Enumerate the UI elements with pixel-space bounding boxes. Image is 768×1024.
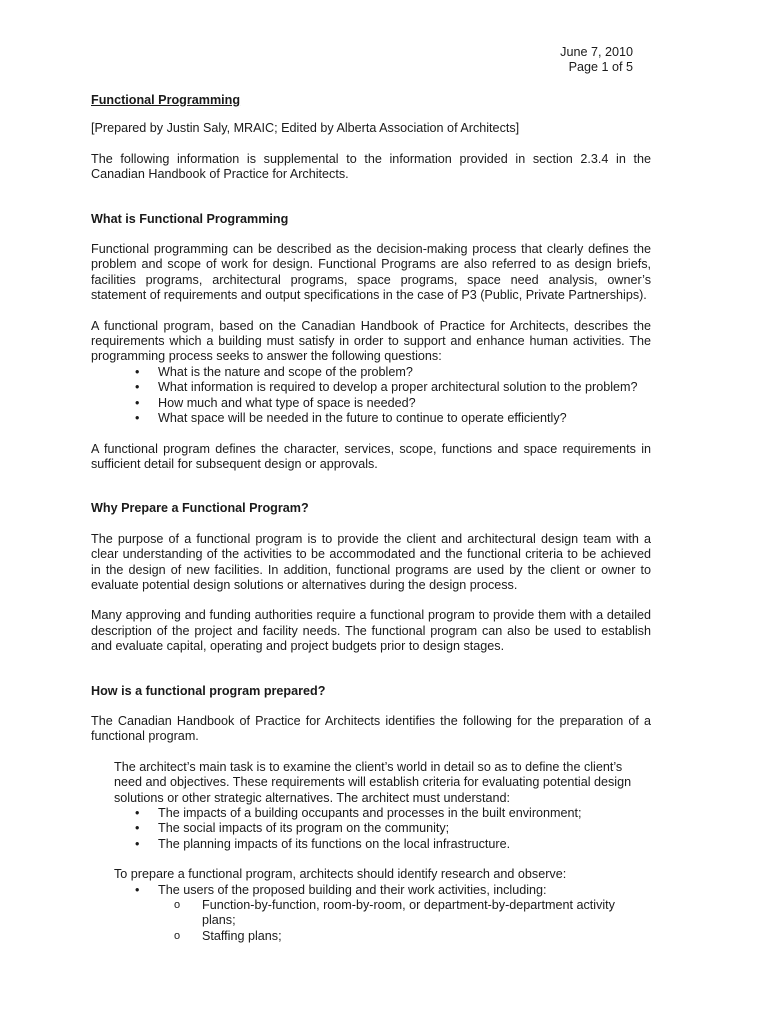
list-item: • The planning impacts of its functions on the local infrastructure.: [114, 837, 651, 852]
intro-paragraph: The following information is supplemental to the information provided in section 2.3.4 in the Canadian Handbook of Practice for Architects.: [91, 151, 651, 182]
header-page-number: Page 1 of 5: [568, 60, 633, 74]
list-item: • What space will be needed in the future to continue to operate efficiently?: [91, 411, 651, 426]
header-date: June 7, 2010: [560, 45, 633, 59]
questions-list: [91, 365, 651, 427]
list-item: • The users of the proposed building and their work activities, including:: [114, 883, 651, 898]
paragraph: The Canadian Handbook of Practice for Architects identifies the following for the preparation of a functional program.: [91, 713, 651, 744]
paragraph: Many approving and funding authorities require a functional program to provide them with a detailed description of the project and facility needs. The functional program can also be used to establish and evaluate capital, operating and project budgets prior to design stages.: [91, 608, 651, 654]
byline: [Prepared by Justin Saly, MRAIC; Edited by Alberta Association of Architects]: [91, 121, 520, 136]
page-header: [560, 45, 633, 75]
paragraph: Functional programming can be described as the decision-making process that clearly defines the problem and scope of work for design. Functional Programs are also referred to as design briefs, facilities programs, architectural programs, space programs, space need analysis, owner’s statement of requirements and output specifications in the case of P3 (Public, Private Partnerships).: [91, 242, 651, 303]
paragraph: A functional program defines the character, services, scope, functions and space requirements in sufficient detail for subsequent design or approvals.: [91, 441, 651, 471]
list-item: • What is the nature and scope of the problem?: [91, 365, 651, 380]
section-heading-what: What is Functional Programming: [91, 211, 289, 226]
list-item: • How much and what type of space is needed?: [91, 396, 651, 411]
paragraph: To prepare a functional program, architects should identify research and observe:: [114, 867, 567, 882]
paragraph: A functional program, based on the Canadian Handbook of Practice for Architects, describes the requirements which a building must satisfy in order to support and enhance human activities. The programming process seeks to answer the following questions:: [91, 318, 651, 364]
indented-block: [114, 760, 651, 944]
document-title: Functional Programming: [91, 93, 241, 107]
list-item: • The impacts of a building occupants and processes in the built environment;: [114, 806, 651, 821]
sub-list: [114, 898, 651, 944]
sub-list-item: o Staffing plans;: [114, 929, 651, 944]
understand-list: [114, 806, 651, 852]
list-item: • What information is required to develop a proper architectural solution to the problem?: [91, 380, 651, 395]
document-body: [91, 93, 651, 944]
section-heading-why: Why Prepare a Functional Program?: [91, 501, 309, 516]
observe-list: [114, 883, 651, 898]
paragraph: The architect’s main task is to examine the client’s world in detail so as to define the client’s need and objectives. These requirements will establish criteria for evaluating potential design solutions or other strategic alternatives. The architect must understand:: [114, 759, 632, 805]
paragraph: The purpose of a functional program is to provide the client and architectural design team with a clear understanding of the activities to be accommodated and the functional criteria to be achieved in the design of new facilities. In addition, functional programs are used by the client or owner to evaluate potential design solutions or alternatives during the design process.: [91, 531, 651, 592]
list-item: • The social impacts of its program on the community;: [114, 821, 651, 836]
section-heading-how: How is a functional program prepared?: [91, 683, 326, 698]
sub-list-item: o Function-by-function, room-by-room, or department-by-department activity plans;: [114, 898, 651, 929]
